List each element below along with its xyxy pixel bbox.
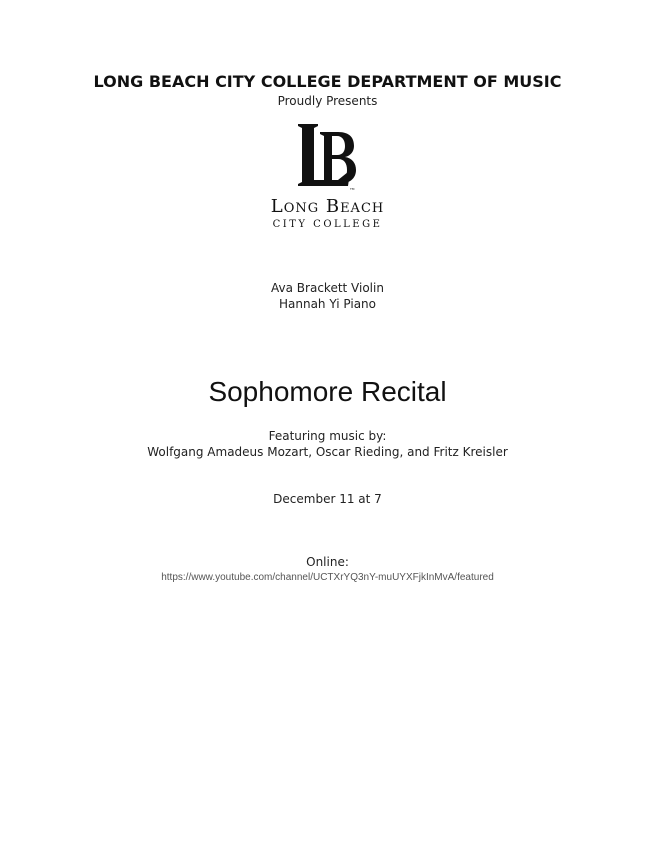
department-heading: LONG BEACH CITY COLLEGE DEPARTMENT OF MUSIC [93,72,562,91]
presents-text: Proudly Presents [277,94,378,108]
event-date: December 11 at 7 [273,492,382,506]
recital-title: Sophomore Recital [208,376,447,407]
svg-text:TM: TM [350,187,355,191]
composers-list: Wolfgang Amadeus Mozart, Oscar Rieding, and Fritz Kreisler [147,445,508,459]
logo-text-city-college: CITY COLLEGE [272,219,383,230]
stream-link[interactable]: https://www.youtube.com/channel/UCTXrYQ3nY-muUYXFjkInMvA/featured [161,572,494,583]
performer-violin: Ava Brackett Violin [271,281,384,295]
performer-piano: Hannah Yi Piano [278,297,377,311]
logo-text-long-beach: Long Beach [270,196,385,217]
college-logo [240,122,415,237]
lbcc-monogram-icon [294,122,360,192]
featuring-label: Featuring music by: [268,429,387,443]
online-label: Online: [306,555,349,569]
